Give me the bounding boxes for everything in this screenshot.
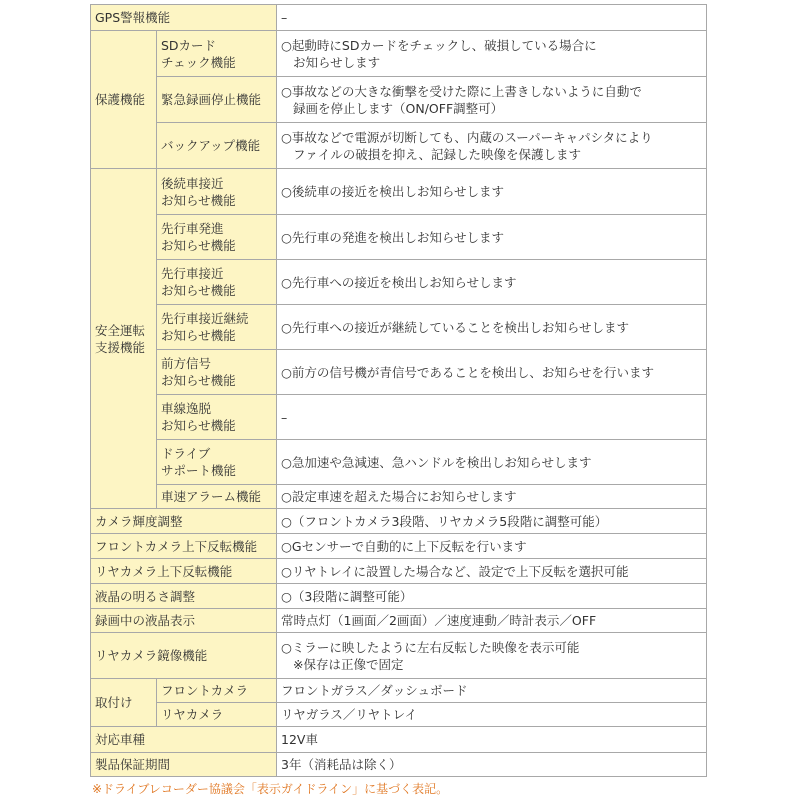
value-emergency-line1: ○事故などの大きな衝撃を受けた際に上書きしないように自動で bbox=[281, 83, 642, 99]
sublabel-rear-approach-line1: 後続車接近 bbox=[161, 175, 224, 191]
label-rear-flip: リヤカメラ上下反転機能 bbox=[91, 559, 277, 584]
row-brightness bbox=[91, 509, 707, 534]
sublabel-lane-line2: お知らせ機能 bbox=[161, 418, 236, 433]
value-lane: – bbox=[277, 395, 707, 440]
row-mount-rear bbox=[91, 703, 707, 727]
sublabel-signal-line2: お知らせ機能 bbox=[161, 373, 236, 388]
label-safety-line1: 安全運転 bbox=[95, 322, 146, 338]
row-safety-speed bbox=[91, 485, 707, 509]
value-mirror bbox=[277, 633, 707, 679]
value-vehicle: 12V車 bbox=[277, 727, 707, 753]
sublabel-front-approach-line2: お知らせ機能 bbox=[161, 283, 236, 298]
sublabel-lane bbox=[157, 395, 277, 440]
value-mount-front: フロントガラス／ダッシュボード bbox=[277, 679, 707, 703]
sublabel-front-start bbox=[157, 215, 277, 260]
sublabel-sd-line2: チェック機能 bbox=[161, 54, 236, 70]
value-front-continuous: ○先行車への接近が継続していることを検出しお知らせします bbox=[277, 305, 707, 350]
label-safety bbox=[91, 169, 157, 509]
sublabel-drive-line1: ドライブ bbox=[161, 446, 211, 461]
label-warranty: 製品保証期間 bbox=[91, 753, 277, 777]
sublabel-backup: バックアップ機能 bbox=[157, 123, 277, 169]
row-mount-front bbox=[91, 679, 707, 703]
label-protect: 保護機能 bbox=[91, 31, 157, 169]
sublabel-drive-line2: サポート機能 bbox=[161, 463, 237, 478]
row-vehicle bbox=[91, 727, 707, 753]
value-warranty: 3年（消耗品は除く） bbox=[277, 753, 707, 777]
value-gps: – bbox=[277, 5, 707, 31]
row-safety-front-approach bbox=[91, 260, 707, 305]
label-front-flip: フロントカメラ上下反転機能 bbox=[91, 534, 277, 559]
label-display: 録画中の液晶表示 bbox=[91, 609, 277, 633]
sublabel-lane-line1: 車線逸脱 bbox=[161, 401, 212, 416]
sublabel-front-continuous-line1: 先行車接近継続 bbox=[161, 311, 249, 326]
sublabel-front-approach bbox=[157, 260, 277, 305]
row-lcd bbox=[91, 584, 707, 609]
sublabel-sd-line1: SDカード bbox=[161, 37, 217, 53]
row-safety-rear-approach bbox=[91, 169, 707, 215]
value-mount-rear: リヤガラス／リヤトレイ bbox=[277, 703, 707, 727]
sublabel-mount-front: フロントカメラ bbox=[157, 679, 277, 703]
row-protect-sd bbox=[91, 31, 707, 77]
sublabel-front-approach-line1: 先行車接近 bbox=[161, 266, 224, 281]
row-safety-signal bbox=[91, 350, 707, 395]
row-warranty bbox=[91, 753, 707, 777]
label-mirror: リヤカメラ鏡像機能 bbox=[91, 633, 277, 679]
row-safety-drive bbox=[91, 440, 707, 485]
row-safety-front-continuous bbox=[91, 305, 707, 350]
value-lcd: ○（3段階に調整可能） bbox=[277, 584, 707, 609]
label-vehicle: 対応車種 bbox=[91, 727, 277, 753]
value-sd-check bbox=[277, 31, 707, 77]
row-gps bbox=[91, 5, 707, 31]
value-front-flip: ○Gセンサーで自動的に上下反転を行います bbox=[277, 534, 707, 559]
value-backup bbox=[277, 123, 707, 169]
value-drive: ○急加速や急減速、急ハンドルを検出しお知らせします bbox=[277, 440, 707, 485]
sublabel-mount-rear: リヤカメラ bbox=[157, 703, 277, 727]
value-mirror-line2: ※保存は正像で固定 bbox=[293, 656, 404, 672]
value-rear-flip: ○リヤトレイに設置した場合など、設定で上下反転を選択可能 bbox=[277, 559, 707, 584]
value-sd-line2: お知らせします bbox=[293, 54, 381, 70]
label-lcd: 液晶の明るさ調整 bbox=[91, 584, 277, 609]
value-front-approach: ○先行車への接近を検出しお知らせします bbox=[277, 260, 707, 305]
sublabel-sd-check bbox=[157, 31, 277, 77]
sublabel-rear-approach bbox=[157, 169, 277, 215]
value-brightness: ○（フロントカメラ3段階、リヤカメラ5段階に調整可能） bbox=[277, 509, 707, 534]
sublabel-front-continuous-line2: お知らせ機能 bbox=[161, 328, 236, 343]
value-speed: ○設定車速を超えた場合にお知らせします bbox=[277, 485, 707, 509]
sublabel-signal bbox=[157, 350, 277, 395]
value-backup-line2: ファイルの破損を抑え、記録した映像を保護します bbox=[293, 146, 582, 162]
spec-table bbox=[90, 4, 707, 777]
value-emergency bbox=[277, 77, 707, 123]
sublabel-speed: 車速アラーム機能 bbox=[157, 485, 277, 509]
footnote: ※ドライブレコーダー協議会「表示ガイドライン」に基づく表記。 bbox=[92, 782, 449, 796]
row-protect-emergency bbox=[91, 77, 707, 123]
row-rear-flip bbox=[91, 559, 707, 584]
value-backup-line1: ○事故などで電源が切断しても、内蔵のスーパーキャパシタにより bbox=[281, 129, 653, 145]
label-gps: GPS警報機能 bbox=[91, 5, 277, 31]
sublabel-front-start-line2: お知らせ機能 bbox=[161, 238, 236, 253]
row-front-flip bbox=[91, 534, 707, 559]
row-display bbox=[91, 609, 707, 633]
sublabel-front-continuous bbox=[157, 305, 277, 350]
value-mirror-line1: ○ミラーに映したように左右反転した映像を表示可能 bbox=[281, 639, 580, 655]
sublabel-front-start-line1: 先行車発進 bbox=[161, 221, 224, 236]
sublabel-emergency: 緊急録画停止機能 bbox=[157, 77, 277, 123]
sublabel-drive bbox=[157, 440, 277, 485]
label-mount: 取付け bbox=[91, 679, 157, 727]
value-display: 常時点灯（1画面／2画面）／速度連動／時計表示／OFF bbox=[277, 609, 707, 633]
row-safety-lane bbox=[91, 395, 707, 440]
value-rear-approach: ○後続車の接近を検出しお知らせします bbox=[277, 169, 707, 215]
row-mirror bbox=[91, 633, 707, 679]
value-front-start: ○先行車の発進を検出しお知らせします bbox=[277, 215, 707, 260]
label-safety-line2: 支援機能 bbox=[95, 339, 146, 355]
row-safety-front-start bbox=[91, 215, 707, 260]
sublabel-rear-approach-line2: お知らせ機能 bbox=[161, 192, 236, 208]
label-brightness: カメラ輝度調整 bbox=[91, 509, 277, 534]
value-sd-line1: ○起動時にSDカードをチェックし、破損している場合に bbox=[281, 37, 597, 53]
sublabel-signal-line1: 前方信号 bbox=[161, 356, 212, 371]
row-protect-backup bbox=[91, 123, 707, 169]
value-emergency-line2: 録画を停止します（ON/OFF調整可） bbox=[293, 100, 504, 116]
value-signal: ○前方の信号機が青信号であることを検出し、お知らせを行います bbox=[277, 350, 707, 395]
